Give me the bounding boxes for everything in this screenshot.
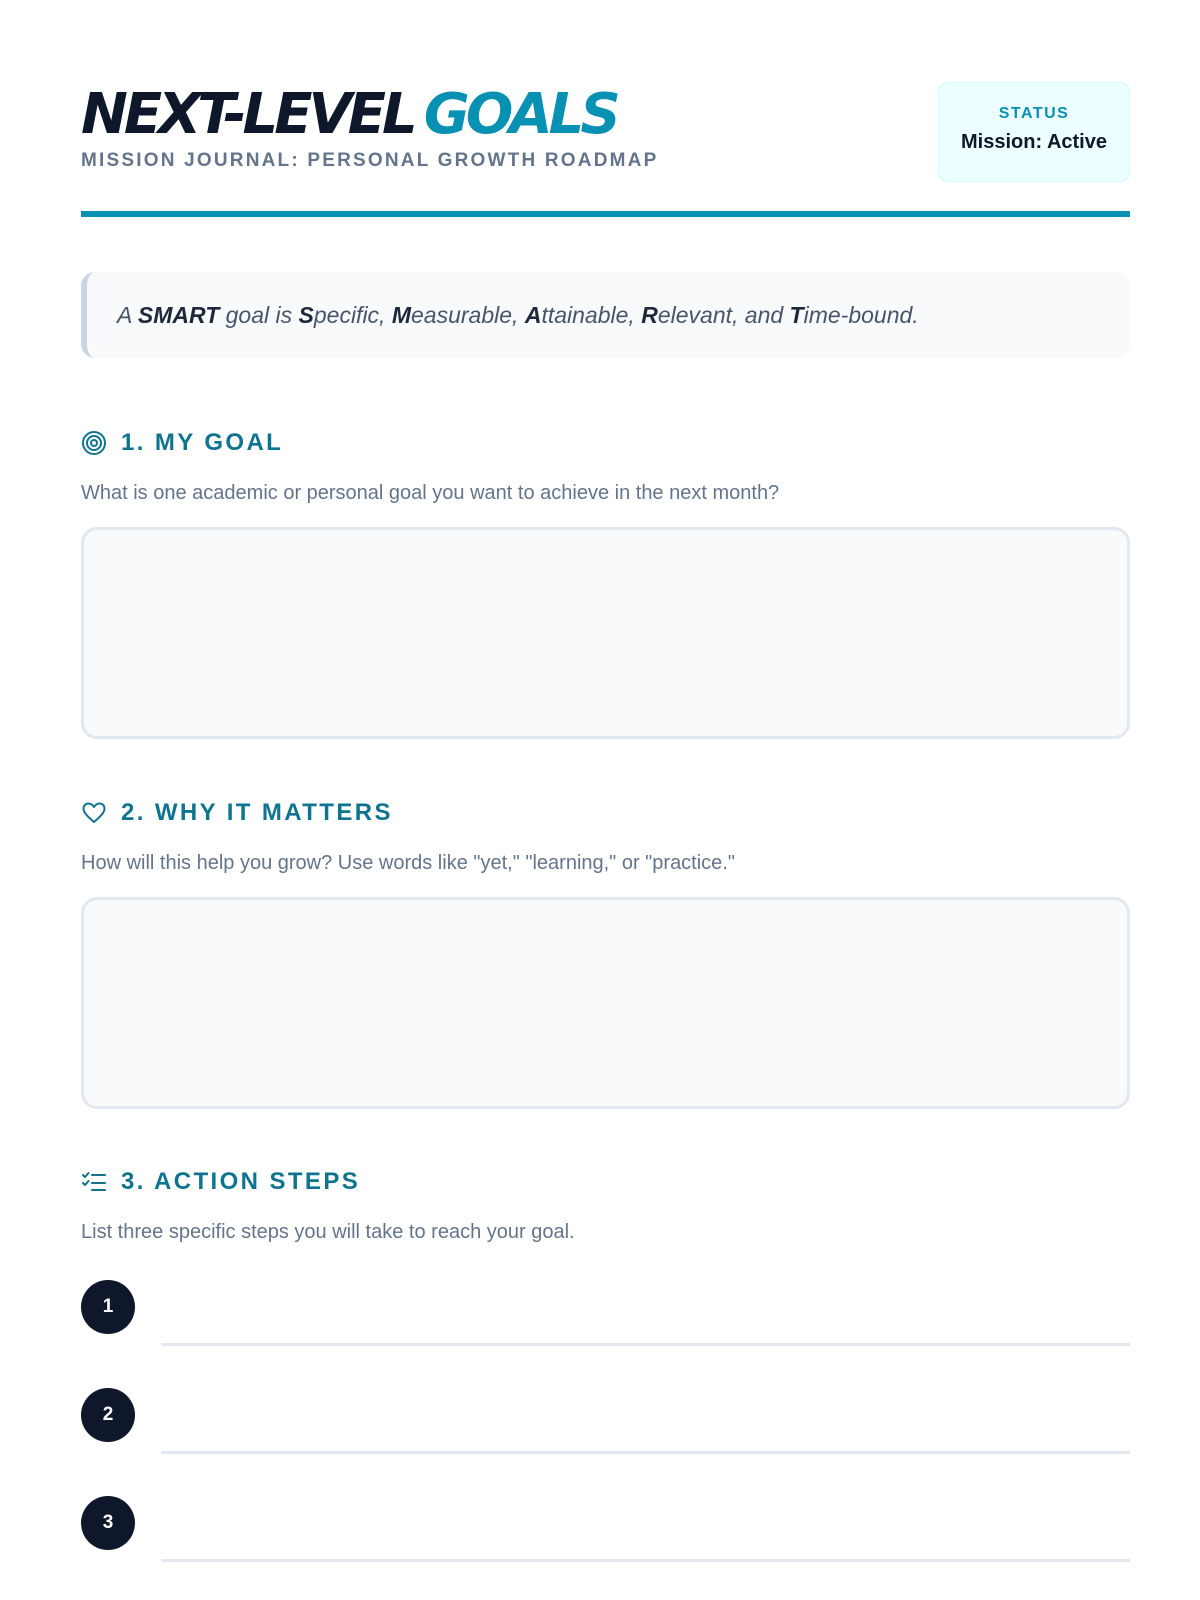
checklist-icon [81,1169,107,1195]
header-divider [81,211,1130,217]
section-steps-prompt: List three specific steps you will take to reach your goal. [81,1221,575,1243]
section-steps-header [81,1165,360,1199]
smart-callout [81,272,1130,358]
smart-callout-text [117,302,919,329]
header [81,82,1130,222]
heart-icon [81,800,107,826]
smart-callout-part: ttainable, [541,301,642,328]
smart-callout-part: goal is [219,301,299,328]
action-step-3 [81,1496,1130,1562]
why-answer-box[interactable] [81,897,1130,1109]
smart-callout-part: SMART [137,301,220,328]
section-why-title: 2. WHY IT MATTERS [121,799,393,826]
smart-callout-part: R [641,301,658,328]
action-step-2 [81,1388,1130,1454]
section-steps-title: 3. ACTION STEPS [121,1168,361,1195]
section-why-header [81,796,393,830]
step-number-badge: 3 [81,1496,135,1550]
status-card [938,82,1130,182]
action-step-1 [81,1280,1130,1346]
target-icon [81,430,107,456]
title-accent: GOALS [423,82,617,147]
smart-callout-part: easurable, [411,301,525,328]
smart-callout-part: A [117,301,138,328]
smart-callout-part: S [298,301,314,328]
smart-callout-part: pecific, [313,301,392,328]
section-goal-title: 1. MY GOAL [121,429,284,456]
step-answer-line[interactable] [161,1343,1130,1346]
smart-callout-part: elevant, and [657,301,790,328]
page-subtitle: MISSION JOURNAL: PERSONAL GROWTH ROADMAP [81,150,659,171]
smart-callout-part: M [391,301,412,328]
section-goal-header [81,426,283,460]
title-main: NEXT-LEVEL [81,82,414,147]
section-goal-prompt: What is one academic or personal goal you want to achieve in the next month? [81,482,780,504]
status-value: Mission: Active [961,131,1107,153]
step-answer-line[interactable] [161,1559,1130,1562]
goal-answer-box[interactable] [81,527,1130,739]
smart-callout-part: ime-bound. [803,301,919,328]
smart-callout-part: T [789,301,804,328]
step-number-badge: 2 [81,1388,135,1442]
smart-callout-part: A [524,301,542,328]
status-label: STATUS [998,105,1070,122]
page-title [81,82,617,148]
section-why-prompt: How will this help you grow? Use words like "yet," "learning," or "practice." [81,852,735,874]
step-number-badge: 1 [81,1280,135,1334]
step-answer-line[interactable] [161,1451,1130,1454]
